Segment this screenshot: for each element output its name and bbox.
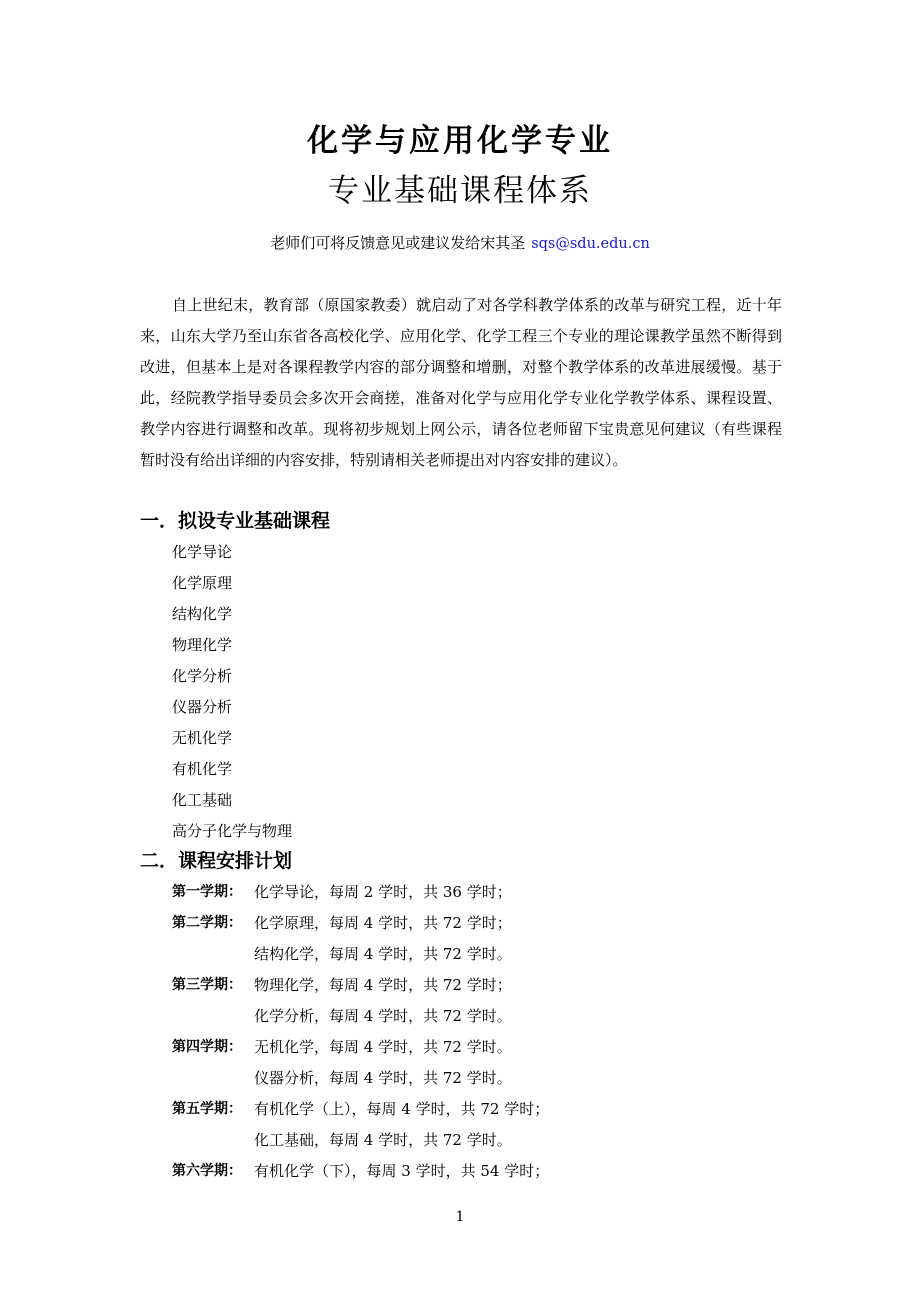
semester-label: 第四学期： [172, 1039, 242, 1055]
schedule-row [172, 1063, 549, 1094]
schedule-row [172, 970, 549, 1001]
list-item: 结构化学 [172, 605, 233, 623]
schedule-row [172, 1001, 549, 1032]
schedule-text: 物理化学，每周 4 学时，共 72 学时； [254, 976, 512, 994]
page-number: 1 [455, 1209, 465, 1225]
document-title: 化学与应用化学专业 [307, 123, 613, 159]
schedule-row [172, 939, 549, 970]
contact-text: 老师们可将反馈意见或建议发给宋其圣 [270, 234, 526, 252]
list-item: 仪器分析 [172, 698, 233, 716]
course-list [172, 537, 292, 847]
schedule-row [172, 1094, 549, 1125]
intro-paragraph: 自上世纪末，教育部（原国家教委）就启动了对各学科教学体系的改革与研究工程，近十年来，山东大学乃至山东省各高校化学、应用化学、化学工程三个专业的理论课教学虽然不断得到改进，但基本上是对各课程教学内容的部分调整和增删，对整个教学体系的改革进展缓慢。基于此，经院教学指导委员会多次开会商搓，准备对化学与应用化学专业化学教学体系、课程设置、教学内容进行调整和改革。现将初步规划上网公示，请各位老师留下宝贵意见何建议（有些课程暂时没有给出详细的内容安排，特别请相关老师提出对内容安排的建议）。 [140, 296, 782, 469]
semester-label [172, 939, 254, 970]
schedule-row [172, 1156, 549, 1187]
semester-label [172, 1125, 254, 1156]
schedule-text: 无机化学，每周 4 学时，共 72 学时。 [254, 1038, 512, 1056]
schedule-text: 化学分析，每周 4 学时，共 72 学时。 [254, 1007, 512, 1025]
section-heading-schedule: 二．课程安排计划 [140, 850, 293, 872]
schedule-row [172, 908, 549, 939]
document-subtitle: 专业基础课程体系 [328, 173, 592, 209]
semester-label: 第三学期： [172, 977, 242, 993]
list-item: 高分子化学与物理 [172, 822, 293, 840]
schedule-list [172, 877, 549, 1187]
semester-label [172, 1001, 254, 1032]
schedule-row [172, 877, 549, 908]
schedule-text: 结构化学，每周 4 学时，共 72 学时。 [254, 945, 512, 963]
schedule-text: 化学原理，每周 4 学时，共 72 学时； [254, 914, 512, 932]
list-item: 无机化学 [172, 729, 233, 747]
schedule-text: 有机化学（下），每周 3 学时，共 54 学时； [254, 1162, 550, 1180]
list-item: 物理化学 [172, 636, 233, 654]
semester-label [172, 1063, 254, 1094]
semester-label: 第二学期： [172, 915, 242, 931]
list-item: 化学分析 [172, 667, 233, 685]
schedule-text: 化学导论，每周 2 学时，共 36 学时； [254, 883, 512, 901]
section-heading-courses: 一．拟设专业基础课程 [140, 510, 331, 532]
list-item: 化学导论 [172, 543, 233, 561]
semester-label: 第五学期： [172, 1101, 242, 1117]
schedule-text: 化工基础，每周 4 学时，共 72 学时。 [254, 1131, 512, 1149]
list-item: 有机化学 [172, 760, 233, 778]
schedule-row [172, 1125, 549, 1156]
semester-label: 第一学期： [172, 884, 242, 900]
list-item: 化工基础 [172, 791, 233, 809]
list-item: 化学原理 [172, 574, 233, 592]
semester-label: 第六学期： [172, 1163, 242, 1179]
schedule-text: 仪器分析，每周 4 学时，共 72 学时。 [254, 1069, 512, 1087]
email-link[interactable]: sqs@sdu.edu.cn [531, 236, 650, 252]
contact-line [0, 232, 920, 253]
schedule-text: 有机化学（上），每周 4 学时，共 72 学时； [254, 1100, 550, 1118]
schedule-row [172, 1032, 549, 1063]
